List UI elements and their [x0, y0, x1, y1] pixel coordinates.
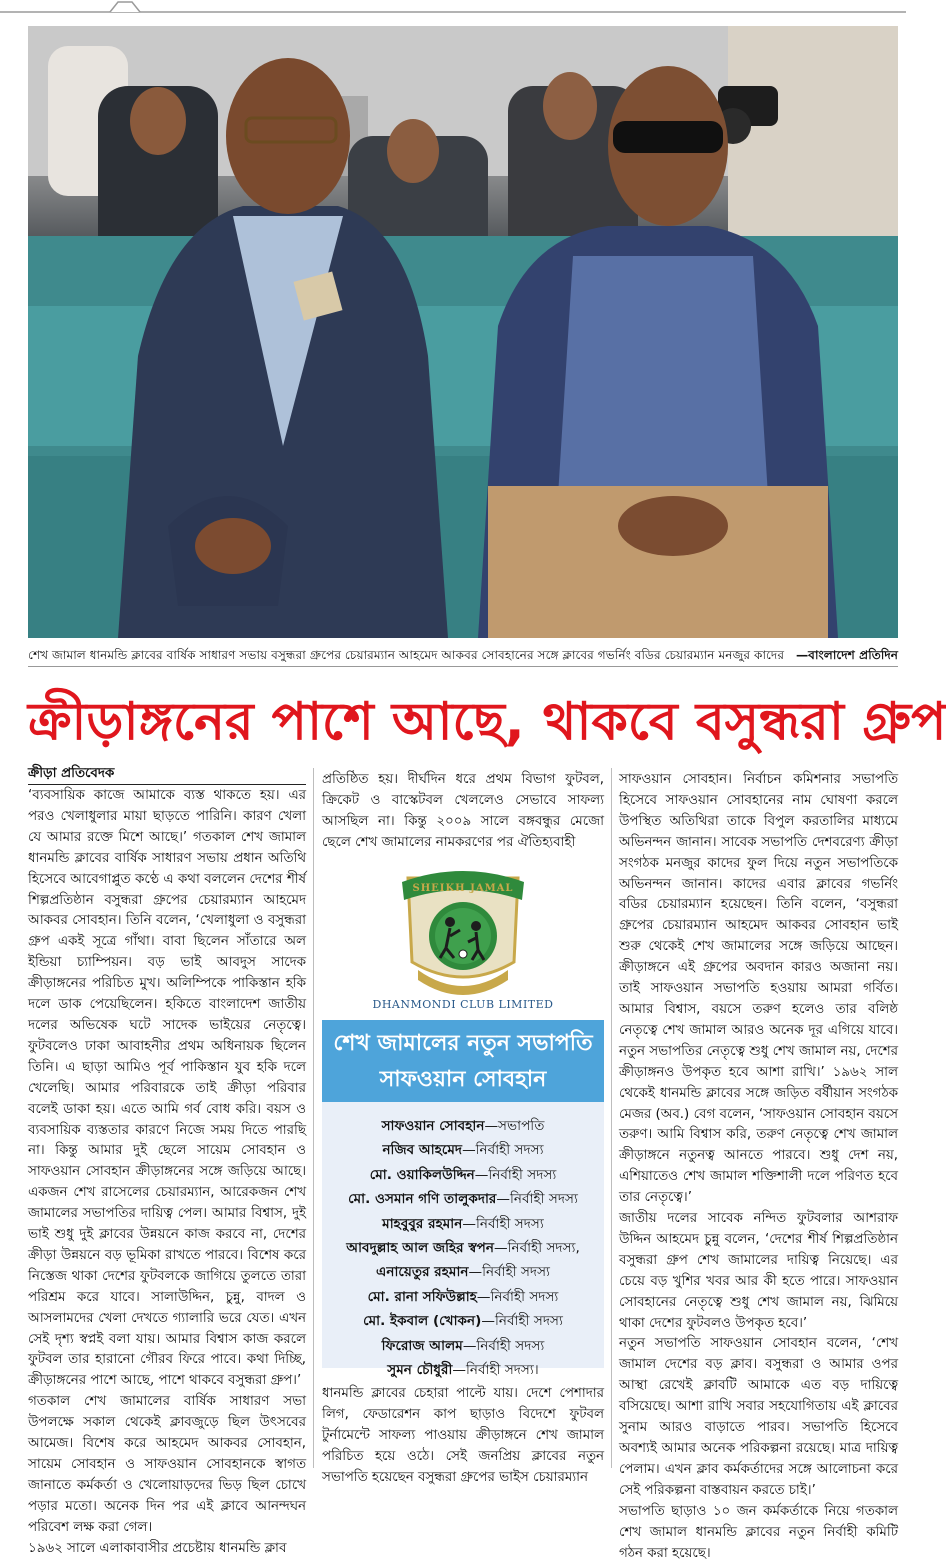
- article-column-3: [619, 770, 898, 1561]
- committee-member: [322, 1212, 604, 1236]
- committee-member: [322, 1260, 604, 1284]
- member-role: —নির্বাহী সদস্য: [468, 1264, 550, 1281]
- committee-member: [322, 1114, 604, 1138]
- club-committee-box: [322, 852, 604, 1379]
- committee-member: [322, 1309, 604, 1333]
- article-paragraph: সাফওয়ান সোবহান। নির্বাচন কমিশনার সভাপতি হিসেবে সাফওয়ান সোবহানের নাম ঘোষণা করলে উপস্থিত অতিথিরা তাকে বিপুল করতালির মাধ্যমে অভিনন্দন জানান। সাবেক সভাপতি দেশবরেণ্য ক্রীড়া সংগঠক মনজুর কাদের ফুল দিয়ে নতুন সভাপতিকে অভিনন্দন জানান। কাদের এবার ক্লাবের গভর্নিং বডির চেয়ারম্যান হয়েছেন। তিনি বলেন, ‘বসুন্ধরা গ্রুপের চেয়ারম্যান আহমেদ আকবর সোবহান ভাই শুরু থেকেই শেখ জামালের সঙ্গে জড়িয়ে আছেন। ক্রীড়াঙ্গনে এই গ্রুপের অবদান কারও অজানা নয়। তাই সাফওয়ান সভাপতি হওয়ায় আমরা গর্বিত। আমার বিশ্বাস, বয়সে তরুণ হলেও তার বলিষ্ঠ নেতৃত্বে শেখ জামাল আরও অনেক দূর এগিয়ে যাবে। নতুন সভাপতির নেতৃত্বে শুধু শেখ জামাল নয়, দেশের ক্রীড়াঙ্গনও উপকৃত হবে আশা রাখি।’ ১৯৬২ সাল থেকেই ধানমন্ডি ক্লাবের সঙ্গে জড়িত বর্ষীয়ান সংগঠক মেজর (অব.) বেগ বলেন, ‘সাফওয়ান সোবহান বয়সে তরুণ। আমি বিশ্বাস করি, তরুণ নেতৃত্বে শেখ জামাল ক্রীড়াঙ্গনে নতুনত্ব আনতে পারবে। শুধু দেশ নয়, এশিয়াতেও শেখ জামাল শক্তিশালী দলে পরিণত হবে তার নেতৃত্বে।’: [619, 772, 898, 1206]
- club-logo: [322, 852, 604, 1020]
- club-logo-top-text: SHEIKH JAMAL: [412, 883, 514, 894]
- committee-title-line-1: শেখ জামালের নতুন সভাপতি: [333, 1031, 593, 1056]
- member-name: সাফওয়ান সোবহান: [381, 1118, 485, 1134]
- photo-caption-bar: [28, 644, 898, 667]
- member-role: —নির্বাহী সদস্য,: [493, 1240, 580, 1257]
- column-divider: [611, 768, 612, 1468]
- article-paragraph: জাতীয় দলের সাবেক নন্দিত ফুটবলার আশরাফ উদ্দিন আহমেদ চুন্নু বলেন, ‘দেশের শীর্ষ শিল্পপ্রতিষ্ঠান বসুন্ধরা গ্রুপ শেখ জামালের দায়িত্ব নিয়েছে। এর চেয়ে বড় খুশির খবর আর কী হতে পারে। সাফওয়ান সোবহানের নেতৃত্বে শুধু শেখ জামাল নয়, ঝিমিয়ে থাকা দেশের ফুটবলও উপকৃত হবে।’: [619, 1211, 898, 1331]
- member-name: ফিরোজ আলম: [381, 1337, 463, 1354]
- club-logo-bottom-text: DHANMONDI CLUB LIMITED: [372, 998, 554, 1011]
- committee-member: [322, 1187, 604, 1211]
- article-paragraph: ‘ব্যবসায়িক কাজে আমাকে ব্যস্ত থাকতে হয়। এর পরও খেলাধুলার মায়া ছাড়তে পারিনি। কারণ খেলা যে আমার রক্তে মিশে আছে।’ গতকাল শেখ জামাল ধানমন্ডি ক্লাবের বার্ষিক সাধারণ সভায় প্রধান অতিথি হিসেবে আবেগাপ্লুত কণ্ঠে এ কথা বললেন দেশের শীর্ষ শিল্পপ্রতিষ্ঠান বসুন্ধরা গ্রুপের চেয়ারম্যান আহমেদ আকবর সোবহান। তিনি বলেন, ‘খেলাধুলা ও বসুন্ধরা গ্রুপ একই সূত্রে গাঁথা। বাবা ছিলেন সাঁতারে অল ইন্ডিয়া চ্যাম্পিয়ন। বড় ভাই আবদুস সাদেক ক্রীড়াঙ্গনের পরিচিত মুখ। অলিম্পিকে পাকিস্তান হকি দলে ডাক পেয়েছিলেন। হকিতে বাংলাদেশ জাতীয় দলের অভিষেক ঘটে সাদেক ভাইয়ের নেতৃত্বে। ফুটবলেও ঢাকা আবাহনীর প্রথম অধিনায়ক ছিলেন তিনি। এ ছাড়া আমিও পূর্ব পাকিস্তান যুব হকি দলে খেলেছি। আমার পরিবারকে তাই ক্রীড়া পরিবার বলেই ডাকা হয়। এতে আমি গর্ব বোধ করি। বয়স ও ব্যবসায়িক ব্যস্ততার কারণে নিজে সময় দিতে পারছি না। কিন্তু আমার দুই ছেলে সায়েম সোবহান ও সাফওয়ান সোবহান ক্রীড়াঙ্গনের সঙ্গে জড়িয়ে আছে। একজন শেখ রাসেলের চেয়ারম্যান, আরেকজন শেখ জামালের সভাপতির দায়িত্ব পেল। আমার বিশ্বাস, দুই ভাই শুধু দুই ক্লাবের উন্নয়নে কাজ করবে না, দেশের ক্রীড়া উন্নয়নে বড় ভূমিকা রাখতে পারবে। বিশেষ করে নিস্তেজ থাকা দেশের ফুটবলকে জাগিয়ে তুলতে তারা পরিশ্রম করে যাবে। সালাউদ্দিন, চুন্নু, বাদল ও আসলামদের খেলা দেখতে গ্যালারি ভরে যেত। এখন সেই দৃশ্য স্বপ্নই বলা যায়। আমার বিশ্বাস কাজ করলে ফুটবল তার হারানো গৌরব ফিরে পাবে। কথা দিচ্ছি, ক্রীড়াঙ্গনের পাশে আছে, পাশে থাকবে বসুন্ধরা গ্রুপ।’: [28, 788, 306, 1389]
- member-name: মো. রানা সফিউল্লাহ: [367, 1288, 477, 1305]
- committee-member: [322, 1285, 604, 1309]
- committee-member: [322, 1163, 604, 1187]
- member-role: —সভাপতি: [484, 1118, 545, 1134]
- article-paragraph: গতকাল শেখ জামালের বার্ষিক সাধারণ সভা উপলক্ষে সকাল থেকেই ক্লাবজুড়ে ছিল উৎসবের আমেজ। বিশেষ করে আহমেদ আকবর সোবহান, সায়েম সোবহান ও সাফওয়ান সোবহানকে স্বাগত জানাতে কর্মকর্তা ও খেলোয়াড়দের ভিড় ছিল চোখে পড়ার মতো। অনেক দিন পর এই ক্লাবে আনন্দঘন পরিবেশ লক্ষ করা গেল।: [28, 1394, 306, 1535]
- article-column-2-top: [322, 770, 604, 848]
- member-name: মো. ইকবাল (খোকন): [363, 1313, 482, 1330]
- article-paragraph: ধানমন্ডি ক্লাবের চেহারা পাল্টে যায়। দেশে পেশাদার লিগ, ফেডারেশন কাপ ছাড়াও বিদেশে ফুটবল টুর্নামেন্টে সাফল্য পাওয়ায় ক্রীড়াঙ্গনে শেখ জামাল পরিচিত হয়ে ওঠে। সেই জনপ্রিয় ক্লাবের নতুন সভাপতি হয়েছেন বসুন্ধরা গ্রুপের ভাইস চেয়ারম্যান: [322, 1386, 604, 1485]
- photo-illustration: [28, 26, 898, 638]
- member-role: —নির্বাহী সদস্য: [496, 1191, 578, 1208]
- member-name: মো. ওয়াকিলউদ্দিন: [369, 1166, 475, 1183]
- page-top-rule: [0, 0, 906, 22]
- article-paragraph: প্রতিষ্ঠিত হয়। দীর্ঘদিন ধরে প্রথম বিভাগ ফুটবল, ক্রিকেট ও বাস্কেটবল খেললেও সেভাবে সাফল্য আসছিল না। কিন্তু ২০০৯ সালে বঙ্গবন্ধুর মেজো ছেলে শেখ জামালের নামকরণের পর ঐতিহ্যবাহী: [322, 772, 604, 850]
- committee-title: [322, 1020, 604, 1102]
- member-role: —নির্বাহী সদস্য: [474, 1166, 557, 1183]
- member-role: —নির্বাহী সদস্য।: [452, 1362, 539, 1379]
- column-divider: [313, 768, 314, 1468]
- article-column-2-bottom: [322, 1384, 604, 1485]
- article-byline: ক্রীড়া প্রতিবেদক: [28, 764, 306, 785]
- member-name: সুমন চৌধুরী: [387, 1362, 453, 1379]
- article-column-1: [28, 786, 306, 1556]
- committee-member-list: [322, 1114, 604, 1382]
- member-role: —নির্বাহী সদস্য: [462, 1215, 544, 1232]
- member-name: নজিব আহমেদ: [382, 1142, 463, 1159]
- article-paragraph: ১৯৬২ সালে এলাকাবাসীর প্রচেষ্টায় ধানমন্ডি ক্লাব: [28, 1540, 287, 1556]
- committee-title-line-2: সাফওয়ান সোবহান: [379, 1067, 547, 1092]
- member-name: মাহবুবুর রহমান: [382, 1215, 463, 1232]
- member-name: আবদুল্লাহ আল জহির স্বপন: [346, 1240, 494, 1257]
- member-name: মো. ওসমান গণি তালুকদার: [348, 1191, 497, 1208]
- member-role: —নির্বাহী সদস্য: [462, 1142, 544, 1159]
- news-photo: [28, 26, 898, 638]
- member-name: এনায়েতুর রহমান: [376, 1264, 469, 1281]
- article-headline: ক্রীড়াঙ্গনের পাশে আছে, থাকবে বসুন্ধরা গ্রুপ: [28, 692, 946, 752]
- committee-member: [322, 1236, 604, 1260]
- photo-caption: শেখ জামাল ধানমন্ডি ক্লাবের বার্ষিক সাধারণ সভায় বসুন্ধরা গ্রুপের চেয়ারম্যান আহমেদ আকবর সোবহানের সঙ্গে ক্লাবের গভর্নিং বডির চেয়ারম্যান মনজুর কাদের: [28, 648, 785, 662]
- committee-member: [322, 1358, 604, 1382]
- committee-member: [322, 1334, 604, 1358]
- member-role: —নির্বাহী সদস্য: [476, 1288, 559, 1305]
- article-paragraph: সভাপতি ছাড়াও ১০ জন কর্মকর্তাকে নিয়ে গতকাল শেখ জামাল ধানমন্ডি ক্লাবের নতুন নির্বাহী কমিটি গঠন করা হয়েছে।: [619, 1503, 898, 1561]
- photo-credit: —বাংলাদেশ প্রতিদিন: [795, 648, 898, 662]
- member-role: —নির্বাহী সদস্য: [481, 1313, 563, 1330]
- club-crest-icon: [322, 852, 604, 1020]
- member-role: —নির্বাহী সদস্য: [462, 1337, 545, 1354]
- committee-member: [322, 1138, 604, 1162]
- article-paragraph: নতুন সভাপতি সাফওয়ান সোবহান বলেন, ‘শেখ জামাল দেশের বড় ক্লাব। বসুন্ধরা ও আমার ওপর আস্থা রেখেই ক্লাবটি আমাকে এত বড় দায়িত্বে বসিয়েছে। আশা রাখি সবার সহযোগিতায় এই ক্লাবের সুনাম আরও বাড়াতে পারব। সভাপতি হিসেবে অবশ্যই আমার অনেক পরিকল্পনা রয়েছে। মাত্র দায়িত্ব পেলাম। এখন ক্লাব কর্মকর্তাদের সঙ্গে আলোচনা করে সেই পরিকল্পনা বাস্তবায়ন করতে চাই।’: [619, 1336, 898, 1498]
